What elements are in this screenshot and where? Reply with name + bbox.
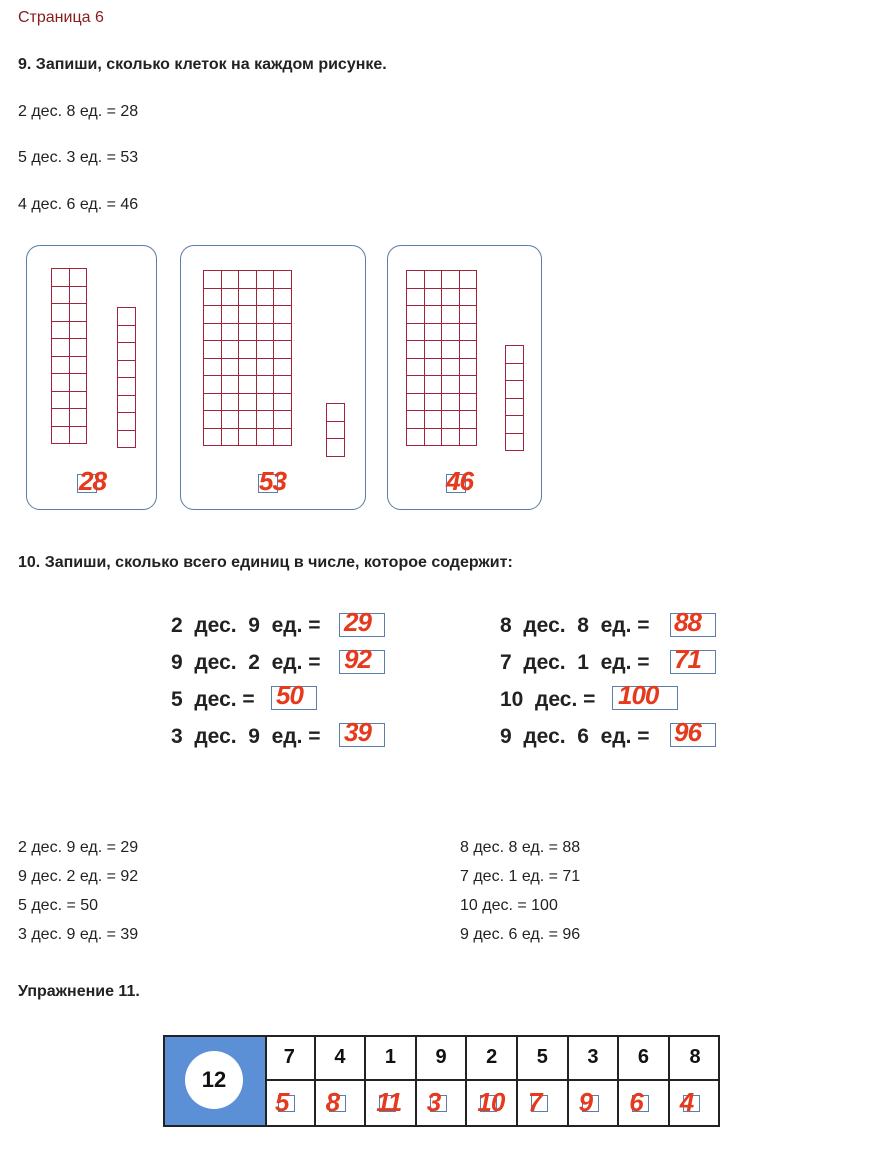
cell <box>407 306 425 324</box>
cell <box>407 271 425 289</box>
cell <box>239 324 257 342</box>
cell <box>407 324 425 342</box>
cell <box>327 439 345 457</box>
cell <box>204 359 222 377</box>
ex10-text-left-4: 3 дес. 9 ед. = 39 <box>18 926 139 943</box>
top-cell <box>417 1037 468 1081</box>
ex10-text-left-2: 9 дес. 2 ед. = 92 <box>18 868 139 885</box>
cell <box>425 394 443 412</box>
cell <box>204 306 222 324</box>
cell <box>239 359 257 377</box>
cell <box>70 339 88 357</box>
cell <box>274 271 292 289</box>
answer-number: 5 <box>275 1087 289 1117</box>
cell <box>52 287 70 305</box>
cell <box>407 394 425 412</box>
top-number: 3 <box>587 1046 599 1068</box>
cell <box>239 429 257 447</box>
cell <box>506 399 524 417</box>
cell <box>222 289 240 307</box>
top-number: 8 <box>689 1046 701 1068</box>
cell <box>70 392 88 410</box>
ex10-answer: 29 <box>344 607 371 637</box>
cell <box>239 376 257 394</box>
tens-grid <box>203 270 292 446</box>
ex10-right-row-4: 9 дес. 6 ед. = <box>500 725 650 748</box>
cell <box>460 429 478 447</box>
cell <box>460 289 478 307</box>
top-number: 4 <box>334 1046 346 1068</box>
cell <box>506 416 524 434</box>
top-number: 7 <box>283 1046 295 1068</box>
ex11-table <box>163 1035 720 1127</box>
ex10-text-right-1: 8 дес. 8 ед. = 88 <box>460 839 581 856</box>
answer-cell <box>265 1081 316 1125</box>
cell <box>52 357 70 375</box>
cell <box>274 429 292 447</box>
cell <box>239 394 257 412</box>
cell <box>118 343 136 361</box>
cell <box>222 376 240 394</box>
ex10-left-row-4: 3 дес. 9 ед. = <box>171 725 321 748</box>
answer-number: 9 <box>578 1087 593 1117</box>
cell <box>118 378 136 396</box>
cell <box>52 392 70 410</box>
ex10-answer: 100 <box>618 680 659 710</box>
cell <box>327 422 345 440</box>
cell <box>222 271 240 289</box>
exercise-11-heading: Упражнение 11. <box>18 983 140 1000</box>
cell <box>425 341 443 359</box>
ex10-right-row-1: 8 дес. 8 ед. = <box>500 614 650 637</box>
cell <box>70 374 88 392</box>
cell <box>204 289 222 307</box>
cell <box>407 359 425 377</box>
cell <box>222 306 240 324</box>
cell <box>425 429 443 447</box>
cell <box>274 289 292 307</box>
cell <box>257 289 275 307</box>
top-cell <box>619 1037 670 1081</box>
cell <box>442 271 460 289</box>
cell <box>442 429 460 447</box>
cell <box>239 271 257 289</box>
cell <box>460 341 478 359</box>
cell <box>425 324 443 342</box>
cell <box>70 304 88 322</box>
cell <box>204 429 222 447</box>
cell <box>460 376 478 394</box>
cell <box>506 364 524 382</box>
ex10-answer: 92 <box>344 644 371 674</box>
cell <box>222 394 240 412</box>
cell <box>70 409 88 427</box>
top-cell <box>265 1037 316 1081</box>
cell <box>70 427 88 445</box>
cell <box>204 341 222 359</box>
ones-column <box>117 307 136 448</box>
ones-column <box>326 403 345 457</box>
cell <box>407 289 425 307</box>
answer-cell <box>569 1081 620 1125</box>
top-number: 1 <box>384 1046 397 1068</box>
cell <box>239 289 257 307</box>
answer-number: 4 <box>679 1087 694 1117</box>
cell <box>239 306 257 324</box>
top-number: 6 <box>637 1046 650 1068</box>
cell <box>274 359 292 377</box>
cell <box>460 324 478 342</box>
tens-grid <box>406 270 477 446</box>
answer-number: 6 <box>629 1087 643 1117</box>
cell <box>52 322 70 340</box>
page-link[interactable]: Страница 6 <box>18 9 104 26</box>
cell <box>274 324 292 342</box>
target-number: 12 <box>185 1051 243 1109</box>
answer-cell <box>518 1081 569 1125</box>
cell <box>204 324 222 342</box>
exercise-10-heading: 10. Запиши, сколько всего единиц в числе, которое содержит: <box>18 554 513 571</box>
cell <box>407 376 425 394</box>
cell <box>442 359 460 377</box>
cell <box>52 427 70 445</box>
cell <box>257 394 275 412</box>
cell <box>257 271 275 289</box>
cell <box>274 306 292 324</box>
cell <box>506 346 524 364</box>
cell <box>460 359 478 377</box>
cell <box>407 429 425 447</box>
top-cell <box>569 1037 620 1081</box>
card-46 <box>387 245 542 510</box>
cell <box>460 394 478 412</box>
cell <box>222 359 240 377</box>
answer-number: 8 <box>325 1087 340 1117</box>
ex10-text-left-3: 5 дес. = 50 <box>18 897 99 914</box>
cell <box>327 404 345 422</box>
cell <box>407 341 425 359</box>
cell <box>407 411 425 429</box>
top-number: 9 <box>435 1046 447 1068</box>
cell <box>118 308 136 326</box>
ex10-right-row-3: 10 дес. = <box>500 688 596 711</box>
answer-cell <box>417 1081 468 1125</box>
answer-number: 3 <box>426 1087 441 1117</box>
cell <box>425 376 443 394</box>
cell <box>222 324 240 342</box>
answer-cell <box>670 1081 721 1125</box>
cell <box>239 341 257 359</box>
ex9-line-2: 5 дес. 3 ед. = 53 <box>18 149 139 166</box>
cell <box>118 396 136 414</box>
card-answer: 28 <box>79 466 106 496</box>
ex10-answer: 96 <box>674 717 701 747</box>
target-cell <box>165 1037 267 1125</box>
cell <box>274 394 292 412</box>
ex10-text-right-4: 9 дес. 6 ед. = 96 <box>460 926 581 943</box>
cell <box>52 269 70 287</box>
cell <box>257 411 275 429</box>
answer-number: 10 <box>477 1087 505 1117</box>
cell <box>204 394 222 412</box>
cell <box>257 306 275 324</box>
cell <box>425 411 443 429</box>
ex10-answer: 50 <box>276 680 303 710</box>
cell <box>506 381 524 399</box>
cell <box>52 409 70 427</box>
cell <box>257 324 275 342</box>
card-answer: 53 <box>259 466 286 496</box>
ex9-line-3: 4 дес. 6 ед. = 46 <box>18 196 139 213</box>
top-number: 2 <box>486 1046 498 1068</box>
cell <box>257 359 275 377</box>
cell <box>52 304 70 322</box>
cell <box>204 376 222 394</box>
cell <box>222 341 240 359</box>
cell <box>118 413 136 431</box>
ex9-line-1: 2 дес. 8 ед. = 28 <box>18 103 139 120</box>
cell <box>118 431 136 449</box>
ex10-answer: 88 <box>674 607 701 637</box>
cell <box>460 306 478 324</box>
ones-column <box>505 345 524 451</box>
ex10-text-right-3: 10 дес. = 100 <box>460 897 558 914</box>
cell <box>442 289 460 307</box>
top-number: 5 <box>536 1046 548 1068</box>
cell <box>70 287 88 305</box>
cell <box>257 376 275 394</box>
ex10-answer: 39 <box>344 717 371 747</box>
answer-number: 7 <box>528 1087 542 1117</box>
cell <box>425 289 443 307</box>
top-cell <box>316 1037 367 1081</box>
cell <box>442 324 460 342</box>
cell <box>222 429 240 447</box>
ex10-left-row-3: 5 дес. = <box>171 688 255 711</box>
cell <box>257 429 275 447</box>
top-cell <box>670 1037 721 1081</box>
ex10-text-left-1: 2 дес. 9 ед. = 29 <box>18 839 139 856</box>
cell <box>52 339 70 357</box>
cell <box>274 376 292 394</box>
cell <box>442 306 460 324</box>
ex10-answer: 71 <box>674 644 701 674</box>
ex10-text-right-2: 7 дес. 1 ед. = 71 <box>460 868 581 885</box>
cell <box>118 326 136 344</box>
card-28 <box>26 245 157 510</box>
cell <box>274 411 292 429</box>
cell <box>442 411 460 429</box>
ex10-left-row-1: 2 дес. 9 ед. = <box>171 614 321 637</box>
cell <box>425 306 443 324</box>
cell <box>118 361 136 379</box>
cell <box>222 411 240 429</box>
cell <box>460 271 478 289</box>
ex10-left-row-2: 9 дес. 2 ед. = <box>171 651 321 674</box>
answer-number: 11 <box>376 1087 402 1117</box>
cell <box>460 411 478 429</box>
top-cell <box>467 1037 518 1081</box>
cell <box>257 341 275 359</box>
cell <box>442 394 460 412</box>
cell <box>425 271 443 289</box>
cell <box>442 376 460 394</box>
top-cell <box>518 1037 569 1081</box>
answer-cell <box>366 1081 417 1125</box>
answer-cell <box>316 1081 367 1125</box>
cell <box>274 341 292 359</box>
cell <box>70 357 88 375</box>
cell <box>204 271 222 289</box>
cell <box>425 359 443 377</box>
card-53 <box>180 245 366 510</box>
answer-cell <box>467 1081 518 1125</box>
cell <box>239 411 257 429</box>
cell <box>204 411 222 429</box>
cell <box>52 374 70 392</box>
top-cell <box>366 1037 417 1081</box>
cell <box>506 434 524 452</box>
tens-grid <box>51 268 87 444</box>
cell <box>70 269 88 287</box>
cell <box>442 341 460 359</box>
ex10-right-row-2: 7 дес. 1 ед. = <box>500 651 650 674</box>
answer-cell <box>619 1081 670 1125</box>
exercise-9-heading: 9. Запиши, сколько клеток на каждом рисунке. <box>18 56 387 73</box>
cell <box>70 322 88 340</box>
card-answer: 46 <box>446 466 473 496</box>
